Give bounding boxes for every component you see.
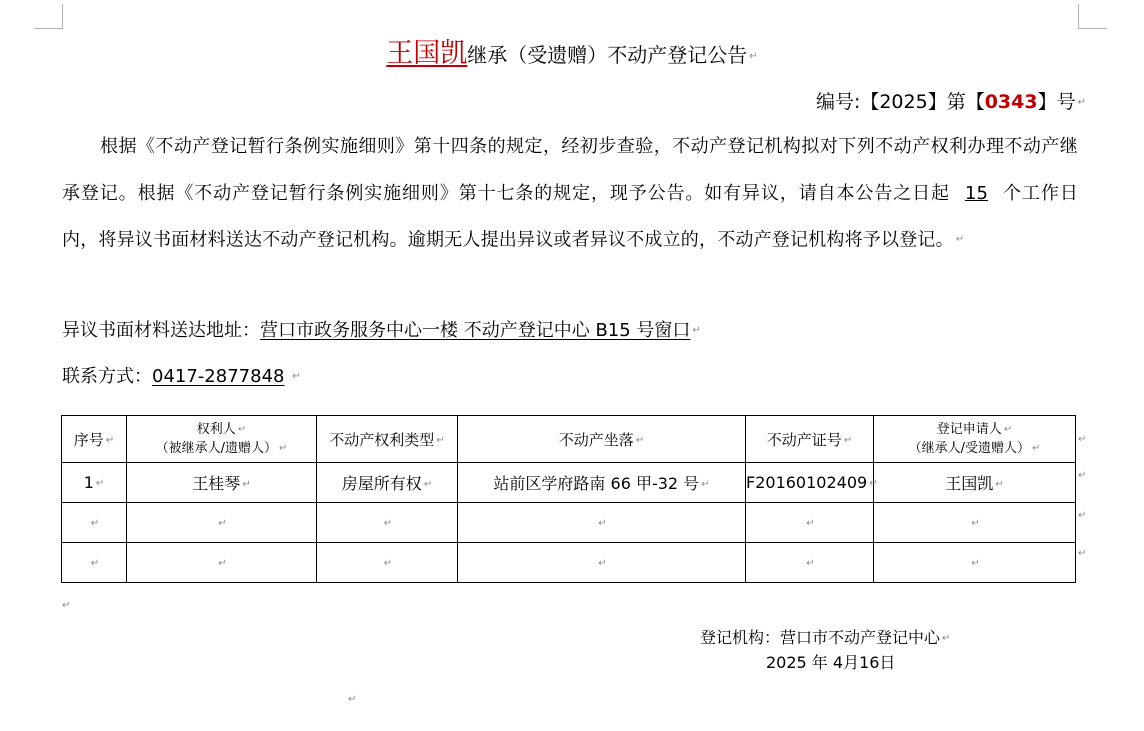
contact-line <box>62 362 301 392</box>
cell-mark-icon: ↵ <box>383 558 393 569</box>
cell-mark-icon: ↵ <box>90 558 100 569</box>
cell-mark-icon: ↵ <box>1032 443 1041 454</box>
cell-empty <box>746 503 874 543</box>
table-row <box>62 543 1076 583</box>
cell-applicant: 王国凯 ↵ <box>874 463 1076 503</box>
notice-body <box>62 124 1078 264</box>
paragraph-mark-icon: ↵ <box>942 632 951 644</box>
cell-empty <box>874 543 1076 583</box>
title-text: 继承（受遗赠）不动产登记公告 <box>467 43 748 67</box>
docno-number: 0343 <box>984 91 1038 113</box>
table-row <box>62 463 1076 503</box>
cell-seq: 1 ↵ <box>62 463 127 503</box>
paragraph-mark-icon: ↵ <box>292 371 301 382</box>
cell-mark-icon: ↵ <box>383 518 393 529</box>
paragraph-mark-icon: ↵ <box>348 694 357 705</box>
body-part1: 根据《不动产登记暂行条例实施细则》第十四条的规定，经初步查验，不动产登记机构拟对下列不动产权利办理不动产继承登记。根据《不动产登记暂行条例实施细则》第十七条的规定，现予公告。如有异议，请自本公告之日起 <box>62 136 1078 204</box>
cell-empty <box>127 543 317 583</box>
cell-empty <box>746 543 874 583</box>
paragraph-mark-icon: ↵ <box>955 234 965 245</box>
address-value: 营口市政务服务中心一楼 不动产登记中心 B15 号窗口 <box>260 320 691 341</box>
cell-empty <box>62 503 127 543</box>
cell-mark-icon: ↵ <box>598 518 607 529</box>
docno-suffix: 】号 <box>1037 91 1076 113</box>
cell-mark-icon: ↵ <box>90 518 100 529</box>
contact-value: 0417-2877848 <box>152 366 285 387</box>
cell-mark-icon: ↵ <box>279 443 288 454</box>
cell-mark-icon: ↵ <box>218 558 227 569</box>
docno-prefix: 编号:【2025】第【 <box>815 91 985 113</box>
cell-empty <box>458 503 746 543</box>
cell-mark-icon: ↵ <box>423 479 433 490</box>
cell-empty <box>62 543 127 583</box>
header-seq: 序号 ↵ <box>62 416 127 463</box>
header-cert-no: 不动产证号 ↵ <box>746 416 874 463</box>
cell-mark-icon: ↵ <box>971 518 980 529</box>
cell-mark-icon: ↵ <box>95 478 105 489</box>
title-name: 王国凯 <box>386 38 468 69</box>
cell-mark-icon: ↵ <box>436 434 445 446</box>
cell-empty <box>874 503 1076 543</box>
address-label: 异议书面材料送达地址： <box>62 320 260 341</box>
header-right-type: 不动产权利类型 ↵ <box>317 416 458 463</box>
cell-mark-icon: ↵ <box>218 518 227 529</box>
cell-mark-icon: ↵ <box>635 434 645 446</box>
cell-mark-icon: ↵ <box>1003 424 1013 435</box>
document-number <box>816 87 1086 118</box>
table-row <box>62 503 1076 543</box>
paragraph-mark-icon: ↵ <box>1077 96 1086 108</box>
cell-mark-icon: ↵ <box>971 558 980 569</box>
cell-mark-icon: ↵ <box>843 434 853 446</box>
header-applicant: 登记申请人 ↵ （继承人/受遗赠人） ↵ <box>874 416 1076 463</box>
cell-mark-icon: ↵ <box>242 479 251 490</box>
paragraph-mark-icon: ↵ <box>749 50 758 62</box>
cell-cert-no: F20160102409 ↵ <box>746 463 874 503</box>
row-end-mark-icon: ↵ <box>1078 548 1087 559</box>
notice-date: 2025 年 4月16日 <box>766 652 896 672</box>
cell-holder: 王桂琴 ↵ <box>127 463 317 503</box>
cell-mark-icon: ↵ <box>105 434 115 446</box>
header-location: 不动产坐落 ↵ <box>458 416 746 463</box>
cell-mark-icon: ↵ <box>869 478 878 489</box>
cell-mark-icon: ↵ <box>806 558 815 569</box>
registration-org: 登记机构：营口市不动产登记中心 <box>700 628 941 647</box>
body-part2: 个工作日内，将异议书面材料送达不动产登记机构。逾期无人提出异议或者异议不成立的，不动产登记机构将予以登记。 <box>62 182 1079 251</box>
cell-empty <box>127 503 317 543</box>
crop-mark-top-right <box>1078 4 1107 29</box>
cell-location: 站前区学府路南 66 甲-32 号 ↵ <box>458 463 746 503</box>
contact-label: 联系方式： <box>62 366 152 387</box>
registration-table <box>61 415 1076 583</box>
paragraph-mark-icon: ↵ <box>692 325 701 336</box>
header-holder: 权利人 ↵ （被继承人/遗赠人） ↵ <box>127 416 317 463</box>
cell-empty <box>317 503 458 543</box>
paragraph-mark-icon: ↵ <box>62 600 71 611</box>
signature-block <box>700 626 950 675</box>
table-header-row <box>62 416 1076 463</box>
cell-mark-icon: ↵ <box>806 518 815 529</box>
cell-mark-icon: ↵ <box>995 479 1004 490</box>
cell-mark-icon: ↵ <box>237 424 247 435</box>
cell-right-type: 房屋所有权 ↵ <box>317 463 458 503</box>
crop-mark-top-left <box>34 4 63 29</box>
cell-empty <box>458 543 746 583</box>
document-title <box>0 36 1144 75</box>
row-end-mark-icon: ↵ <box>1078 470 1087 481</box>
row-end-mark-icon: ↵ <box>1078 510 1087 521</box>
objection-days: 15 <box>964 182 989 204</box>
row-end-mark-icon: ↵ <box>1078 434 1087 445</box>
cell-mark-icon: ↵ <box>701 479 710 490</box>
address-line <box>62 316 701 346</box>
cell-mark-icon: ↵ <box>598 558 607 569</box>
notice-paragraph <box>62 124 1078 264</box>
cell-empty <box>317 543 458 583</box>
